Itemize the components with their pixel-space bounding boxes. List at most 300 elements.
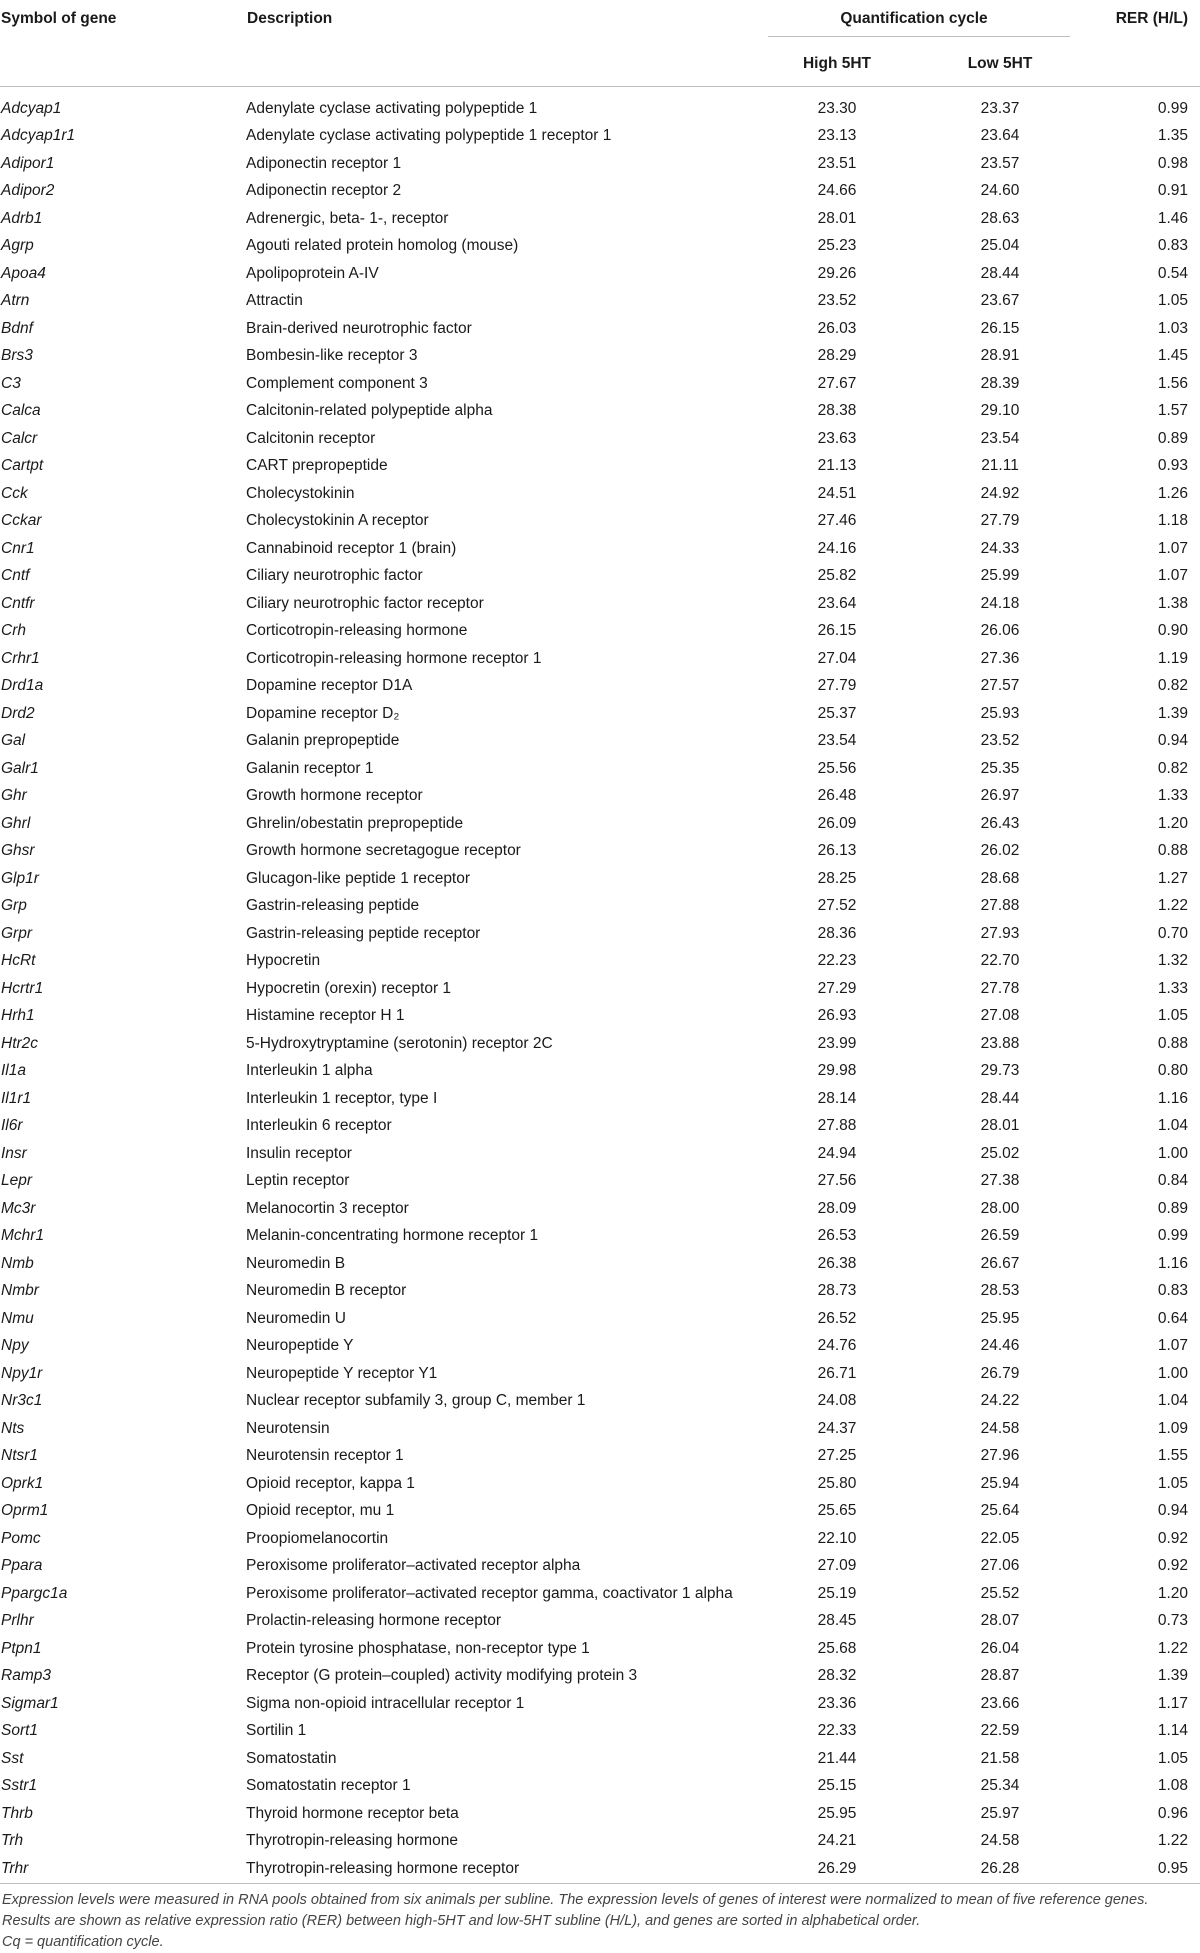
low-5ht-value: 23.88 bbox=[980, 1034, 1020, 1052]
gene-description: Thyrotropin-releasing hormone receptor bbox=[246, 1859, 520, 1877]
low-5ht-value: 24.58 bbox=[980, 1832, 1020, 1850]
rer-value: 0.99 bbox=[1157, 1227, 1189, 1245]
rer-value: 0.95 bbox=[1157, 1859, 1189, 1877]
gene-description: Attractin bbox=[246, 292, 303, 310]
gene-description: Ciliary neurotrophic factor receptor bbox=[246, 594, 484, 612]
low-5ht-value: 25.97 bbox=[980, 1804, 1020, 1822]
gene-description: Galanin receptor 1 bbox=[246, 759, 374, 777]
low-5ht-value: 26.04 bbox=[980, 1639, 1020, 1657]
low-5ht-value: 27.06 bbox=[980, 1557, 1020, 1575]
header-description: Description bbox=[247, 10, 333, 27]
gene-description: Prolactin-releasing hormone receptor bbox=[246, 1612, 502, 1630]
high-5ht-value: 24.51 bbox=[817, 484, 857, 502]
gene-description: Protein tyrosine phosphatase, non-receptor type 1 bbox=[246, 1639, 590, 1657]
low-5ht-value: 25.35 bbox=[980, 759, 1020, 777]
gene-symbol: Oprm1 bbox=[1, 1502, 49, 1520]
gene-description: Neuromedin B bbox=[246, 1254, 346, 1272]
rer-value: 0.82 bbox=[1157, 759, 1189, 777]
high-5ht-value: 25.23 bbox=[817, 237, 857, 255]
high-5ht-value: 25.65 bbox=[817, 1502, 857, 1520]
gene-description: Growth hormone receptor bbox=[246, 787, 423, 805]
rer-value: 0.84 bbox=[1157, 1172, 1189, 1190]
high-5ht-value: 26.53 bbox=[817, 1227, 857, 1245]
gene-description: Insulin receptor bbox=[246, 1144, 352, 1162]
rer-value: 0.94 bbox=[1157, 1502, 1189, 1520]
high-5ht-value: 28.38 bbox=[817, 402, 857, 420]
table-row bbox=[0, 1608, 1200, 1636]
low-5ht-value: 25.64 bbox=[980, 1502, 1020, 1520]
table-row bbox=[0, 1745, 1200, 1773]
rer-value: 1.05 bbox=[1157, 292, 1189, 310]
table-row bbox=[0, 1855, 1200, 1883]
high-5ht-value: 22.23 bbox=[817, 952, 857, 970]
low-5ht-value: 26.15 bbox=[980, 319, 1020, 337]
gene-description: Melanin-concentrating hormone receptor 1 bbox=[246, 1227, 539, 1245]
low-5ht-value: 25.52 bbox=[980, 1584, 1020, 1602]
rer-value: 1.33 bbox=[1157, 979, 1189, 997]
gene-description: Bombesin-like receptor 3 bbox=[246, 347, 418, 365]
table-row bbox=[0, 1195, 1200, 1223]
table-row bbox=[0, 645, 1200, 673]
low-5ht-value: 24.33 bbox=[980, 539, 1020, 557]
rer-value: 0.64 bbox=[1157, 1309, 1189, 1327]
rer-value: 1.56 bbox=[1157, 374, 1189, 392]
gene-symbol: Npy1r bbox=[1, 1364, 43, 1382]
gene-description: Somatostatin bbox=[246, 1749, 337, 1767]
low-5ht-value: 28.44 bbox=[980, 1089, 1020, 1107]
table-footnote: Expression levels were measured in RNA pools obtained from six animals per subline. The expression levels of genes of interest were normalized to mean of five reference genes. Results are shown as relative expression ratio (RER) between high-5HT and low-5HT subline (H/L), and genes are sorted in alphabetical order. Cq = quantification cycle. bbox=[2, 1891, 1149, 1950]
gene-description: Neurotensin bbox=[246, 1419, 330, 1437]
gene-description: Adiponectin receptor 1 bbox=[246, 154, 402, 172]
rer-value: 0.83 bbox=[1157, 237, 1189, 255]
rer-value: 0.73 bbox=[1157, 1612, 1189, 1630]
low-5ht-value: 27.08 bbox=[980, 1007, 1020, 1025]
rer-value: 1.07 bbox=[1157, 539, 1189, 557]
table-row bbox=[0, 1498, 1200, 1526]
rer-value: 0.92 bbox=[1157, 1529, 1189, 1547]
gene-description: Thyrotropin-releasing hormone bbox=[246, 1832, 458, 1850]
table-row bbox=[0, 1333, 1200, 1361]
high-5ht-value: 23.54 bbox=[817, 732, 857, 750]
low-5ht-value: 25.04 bbox=[980, 237, 1020, 255]
gene-description: Apolipoprotein A-IV bbox=[246, 264, 379, 282]
high-5ht-value: 28.36 bbox=[817, 924, 857, 942]
rer-value: 1.14 bbox=[1157, 1722, 1189, 1740]
high-5ht-value: 27.25 bbox=[817, 1447, 857, 1465]
gene-description: Leptin receptor bbox=[246, 1172, 350, 1190]
low-5ht-value: 27.38 bbox=[980, 1172, 1020, 1190]
high-5ht-value: 24.37 bbox=[817, 1419, 857, 1437]
gene-description: CART prepropeptide bbox=[246, 457, 388, 475]
gene-symbol: Thrb bbox=[1, 1804, 33, 1822]
rer-value: 1.05 bbox=[1157, 1749, 1189, 1767]
high-5ht-value: 28.25 bbox=[817, 869, 857, 887]
table-row bbox=[0, 315, 1200, 343]
rer-value: 1.16 bbox=[1157, 1254, 1189, 1272]
gene-symbol: Agrp bbox=[1, 237, 34, 255]
high-5ht-value: 27.79 bbox=[817, 677, 857, 695]
header-high-5ht: High 5HT bbox=[802, 55, 872, 72]
table-row bbox=[0, 1250, 1200, 1278]
low-5ht-value: 22.70 bbox=[980, 952, 1020, 970]
low-5ht-value: 29.73 bbox=[980, 1062, 1020, 1080]
high-5ht-value: 27.46 bbox=[817, 512, 857, 530]
rer-value: 1.39 bbox=[1157, 704, 1189, 722]
rer-value: 1.55 bbox=[1157, 1447, 1189, 1465]
table-row bbox=[0, 838, 1200, 866]
low-5ht-value: 22.05 bbox=[980, 1529, 1020, 1547]
rer-value: 1.45 bbox=[1157, 347, 1189, 365]
rer-value: 0.89 bbox=[1157, 429, 1189, 447]
table-row bbox=[0, 343, 1200, 371]
rer-value: 0.96 bbox=[1157, 1804, 1189, 1822]
gene-symbol: Trhr bbox=[1, 1859, 29, 1877]
gene-symbol: Insr bbox=[1, 1144, 27, 1162]
rer-value: 1.16 bbox=[1157, 1089, 1189, 1107]
high-5ht-value: 27.29 bbox=[817, 979, 857, 997]
low-5ht-value: 26.97 bbox=[980, 787, 1020, 805]
table-row bbox=[0, 810, 1200, 838]
gene-description: Interleukin 6 receptor bbox=[246, 1117, 392, 1135]
table-row bbox=[0, 1718, 1200, 1746]
high-5ht-value: 24.66 bbox=[817, 182, 857, 200]
gene-symbol: Adipor1 bbox=[1, 154, 55, 172]
gene-symbol: Gal bbox=[1, 732, 26, 750]
rer-value: 0.80 bbox=[1157, 1062, 1189, 1080]
high-5ht-value: 28.73 bbox=[817, 1282, 857, 1300]
table-row bbox=[0, 508, 1200, 536]
gene-symbol: Sstr1 bbox=[1, 1777, 38, 1795]
low-5ht-value: 23.64 bbox=[980, 127, 1020, 145]
gene-symbol: Ghr bbox=[1, 787, 27, 805]
high-5ht-value: 23.64 bbox=[817, 594, 857, 612]
high-5ht-value: 26.29 bbox=[817, 1859, 857, 1877]
gene-symbol: Nts bbox=[1, 1419, 25, 1437]
gene-symbol: Npy bbox=[1, 1337, 29, 1355]
rer-value: 0.93 bbox=[1157, 457, 1189, 475]
low-5ht-value: 25.94 bbox=[980, 1474, 1020, 1492]
low-5ht-value: 27.93 bbox=[980, 924, 1020, 942]
table-row bbox=[0, 1223, 1200, 1251]
table-row bbox=[0, 150, 1200, 178]
high-5ht-value: 23.99 bbox=[817, 1034, 857, 1052]
table-row bbox=[0, 1470, 1200, 1498]
gene-description: Calcitonin receptor bbox=[246, 429, 376, 447]
table-row bbox=[0, 948, 1200, 976]
gene-description: Interleukin 1 receptor, type I bbox=[246, 1089, 438, 1107]
low-5ht-value: 28.07 bbox=[980, 1612, 1020, 1630]
high-5ht-value: 24.08 bbox=[817, 1392, 857, 1410]
high-5ht-value: 27.56 bbox=[817, 1172, 857, 1190]
table-row bbox=[0, 1828, 1200, 1856]
gene-symbol: Oprk1 bbox=[1, 1474, 44, 1492]
low-5ht-value: 27.79 bbox=[980, 512, 1020, 530]
table-row bbox=[0, 728, 1200, 756]
high-5ht-value: 28.29 bbox=[817, 347, 857, 365]
gene-symbol: Hcrtr1 bbox=[1, 979, 44, 997]
gene-symbol: Ptpn1 bbox=[1, 1639, 42, 1657]
rer-value: 1.32 bbox=[1157, 952, 1189, 970]
table-row bbox=[0, 370, 1200, 398]
low-5ht-value: 25.93 bbox=[980, 704, 1020, 722]
high-5ht-value: 26.13 bbox=[817, 842, 857, 860]
table-row bbox=[0, 1580, 1200, 1608]
gene-symbol: Nmbr bbox=[1, 1282, 39, 1300]
table-row bbox=[0, 178, 1200, 206]
gene-description: Hypocretin bbox=[246, 952, 321, 970]
high-5ht-value: 23.36 bbox=[817, 1694, 857, 1712]
gene-description: Neuromedin U bbox=[246, 1309, 346, 1327]
table-header bbox=[0, 0, 1200, 87]
gene-symbol: Trh bbox=[1, 1832, 24, 1850]
low-5ht-value: 23.66 bbox=[980, 1694, 1020, 1712]
gene-symbol: Adcyap1 bbox=[1, 99, 62, 117]
low-5ht-value: 26.59 bbox=[980, 1227, 1020, 1245]
header-quantification-cycle-label: Quantification cycle bbox=[840, 10, 988, 27]
gene-description: Adrenergic, beta- 1-, receptor bbox=[246, 209, 449, 227]
gene-symbol: Nr3c1 bbox=[1, 1392, 43, 1410]
table-row bbox=[0, 1525, 1200, 1553]
rer-value: 0.91 bbox=[1157, 182, 1189, 200]
low-5ht-value: 28.44 bbox=[980, 264, 1020, 282]
high-5ht-value: 25.95 bbox=[817, 1804, 857, 1822]
low-5ht-value: 24.92 bbox=[980, 484, 1020, 502]
low-5ht-value: 28.01 bbox=[980, 1117, 1020, 1135]
high-5ht-value: 21.44 bbox=[817, 1749, 857, 1767]
low-5ht-value: 27.88 bbox=[980, 897, 1020, 915]
gene-description: Adenylate cyclase activating polypeptide 1 bbox=[246, 99, 538, 117]
rer-value: 1.57 bbox=[1157, 402, 1189, 420]
gene-symbol: Cntfr bbox=[1, 594, 35, 612]
gene-symbol: Grp bbox=[1, 897, 27, 915]
gene-description: Corticotropin-releasing hormone receptor 1 bbox=[246, 649, 542, 667]
table-row bbox=[0, 700, 1200, 728]
table-row bbox=[0, 1140, 1200, 1168]
table-row bbox=[0, 590, 1200, 618]
table-row bbox=[0, 755, 1200, 783]
rer-value: 1.05 bbox=[1157, 1007, 1189, 1025]
gene-symbol: Pomc bbox=[1, 1529, 41, 1547]
table-row bbox=[0, 425, 1200, 453]
gene-description: Sigma non-opioid intracellular receptor 1 bbox=[246, 1694, 525, 1712]
gene-symbol: Hrh1 bbox=[1, 1007, 35, 1025]
rer-value: 1.19 bbox=[1157, 649, 1189, 667]
gene-symbol: Ghsr bbox=[1, 842, 35, 860]
low-5ht-value: 27.36 bbox=[980, 649, 1020, 667]
low-5ht-value: 28.00 bbox=[980, 1199, 1020, 1217]
low-5ht-value: 26.02 bbox=[980, 842, 1020, 860]
header-low-5ht: Low 5HT bbox=[967, 55, 1033, 72]
table-row bbox=[0, 1305, 1200, 1333]
high-5ht-value: 23.30 bbox=[817, 99, 857, 117]
rer-value: 1.22 bbox=[1157, 1832, 1189, 1850]
gene-description: Brain-derived neurotrophic factor bbox=[246, 319, 472, 337]
rer-value: 1.33 bbox=[1157, 787, 1189, 805]
gene-symbol: Calca bbox=[1, 402, 41, 420]
rer-value: 0.99 bbox=[1157, 99, 1189, 117]
gene-symbol: Sort1 bbox=[1, 1722, 39, 1740]
gene-symbol: Brs3 bbox=[1, 347, 33, 365]
low-5ht-value: 26.06 bbox=[980, 622, 1020, 640]
gene-description: Calcitonin-related polypeptide alpha bbox=[246, 402, 493, 420]
table-row bbox=[0, 1800, 1200, 1828]
low-5ht-value: 23.37 bbox=[980, 99, 1020, 117]
high-5ht-value: 22.33 bbox=[817, 1722, 857, 1740]
gene-description: Receptor (G protein–coupled) activity modifying protein 3 bbox=[246, 1667, 638, 1685]
low-5ht-value: 24.46 bbox=[980, 1337, 1020, 1355]
low-5ht-value: 23.54 bbox=[980, 429, 1020, 447]
rer-value: 1.26 bbox=[1157, 484, 1189, 502]
gene-symbol: Prlhr bbox=[1, 1612, 34, 1630]
high-5ht-value: 24.94 bbox=[817, 1144, 857, 1162]
high-5ht-value: 25.19 bbox=[817, 1584, 857, 1602]
rer-value: 0.98 bbox=[1157, 154, 1189, 172]
low-5ht-value: 28.87 bbox=[980, 1667, 1020, 1685]
high-5ht-value: 25.82 bbox=[817, 567, 857, 585]
table-row bbox=[0, 1388, 1200, 1416]
high-5ht-value: 27.09 bbox=[817, 1557, 857, 1575]
gene-symbol: Nmu bbox=[1, 1309, 34, 1327]
gene-description: Corticotropin-releasing hormone bbox=[246, 622, 468, 640]
high-5ht-value: 26.03 bbox=[817, 319, 857, 337]
low-5ht-value: 23.57 bbox=[980, 154, 1020, 172]
table-row bbox=[0, 87, 1200, 123]
table-row bbox=[0, 1690, 1200, 1718]
header-divider bbox=[768, 36, 1070, 37]
gene-symbol: Ghrl bbox=[1, 814, 31, 832]
gene-symbol: Apoa4 bbox=[1, 264, 46, 282]
low-5ht-value: 28.39 bbox=[980, 374, 1020, 392]
gene-symbol: Cck bbox=[1, 484, 28, 502]
rer-value: 1.05 bbox=[1157, 1474, 1189, 1492]
gene-description: Peroxisome proliferator–activated receptor alpha bbox=[246, 1557, 581, 1575]
high-5ht-value: 28.45 bbox=[817, 1612, 857, 1630]
high-5ht-value: 26.48 bbox=[817, 787, 857, 805]
gene-symbol: Adipor2 bbox=[1, 182, 55, 200]
gene-description: Opioid receptor, mu 1 bbox=[246, 1502, 395, 1520]
table-row bbox=[0, 563, 1200, 591]
gene-description: Neurotensin receptor 1 bbox=[246, 1447, 404, 1465]
high-5ht-value: 25.37 bbox=[817, 704, 857, 722]
header-quantification-cycle bbox=[744, 0, 1070, 42]
table-row bbox=[0, 1635, 1200, 1663]
rer-value: 1.04 bbox=[1157, 1392, 1189, 1410]
table-row bbox=[0, 783, 1200, 811]
gene-symbol: Htr2c bbox=[1, 1034, 39, 1052]
low-5ht-value: 26.67 bbox=[980, 1254, 1020, 1272]
low-5ht-value: 28.68 bbox=[980, 869, 1020, 887]
low-5ht-value: 24.60 bbox=[980, 182, 1020, 200]
table-row bbox=[0, 1663, 1200, 1691]
high-5ht-value: 28.32 bbox=[817, 1667, 857, 1685]
rer-value: 1.39 bbox=[1157, 1667, 1189, 1685]
table-row bbox=[0, 673, 1200, 701]
rer-value: 0.94 bbox=[1157, 732, 1189, 750]
rer-value: 1.38 bbox=[1157, 594, 1189, 612]
gene-symbol: Adcyap1r1 bbox=[1, 127, 76, 145]
gene-description: Gastrin-releasing peptide receptor bbox=[246, 924, 481, 942]
table-row bbox=[0, 535, 1200, 563]
gene-symbol: Mc3r bbox=[1, 1199, 36, 1217]
gene-symbol: Mchr1 bbox=[1, 1227, 45, 1245]
gene-description: Adenylate cyclase activating polypeptide 1 receptor 1 bbox=[246, 127, 612, 145]
gene-symbol: Glp1r bbox=[1, 869, 39, 887]
gene-symbol: Sigmar1 bbox=[1, 1694, 59, 1712]
gene-description: Ciliary neurotrophic factor bbox=[246, 567, 423, 585]
rer-value: 1.17 bbox=[1157, 1694, 1189, 1712]
high-5ht-value: 24.16 bbox=[817, 539, 857, 557]
gene-description: Opioid receptor, kappa 1 bbox=[246, 1474, 415, 1492]
low-5ht-value: 28.53 bbox=[980, 1282, 1020, 1300]
table-row bbox=[0, 480, 1200, 508]
high-5ht-value: 26.15 bbox=[817, 622, 857, 640]
table-row bbox=[0, 260, 1200, 288]
rer-value: 0.90 bbox=[1157, 622, 1189, 640]
gene-description: Hypocretin (orexin) receptor 1 bbox=[246, 979, 452, 997]
gene-description: Dopamine receptor D₂ bbox=[246, 704, 400, 722]
gene-description: Sortilin 1 bbox=[246, 1722, 307, 1740]
table-row bbox=[0, 1278, 1200, 1306]
gene-symbol: Lepr bbox=[1, 1172, 33, 1190]
gene-symbol: Drd2 bbox=[1, 704, 35, 722]
rer-value: 1.20 bbox=[1157, 1584, 1189, 1602]
gene-symbol: Ramp3 bbox=[1, 1667, 51, 1685]
high-5ht-value: 25.56 bbox=[817, 759, 857, 777]
high-5ht-value: 29.98 bbox=[817, 1062, 857, 1080]
low-5ht-value: 23.52 bbox=[980, 732, 1020, 750]
low-5ht-value: 23.67 bbox=[980, 292, 1020, 310]
rer-value: 0.92 bbox=[1157, 1557, 1189, 1575]
gene-description: Gastrin-releasing peptide bbox=[246, 897, 420, 915]
rer-value: 0.54 bbox=[1157, 264, 1189, 282]
low-5ht-value: 28.63 bbox=[980, 209, 1020, 227]
low-5ht-value: 26.43 bbox=[980, 814, 1020, 832]
low-5ht-value: 24.58 bbox=[980, 1419, 1020, 1437]
high-5ht-value: 21.13 bbox=[817, 457, 857, 475]
gene-symbol: Ppargc1a bbox=[1, 1584, 68, 1602]
high-5ht-value: 25.15 bbox=[817, 1777, 857, 1795]
high-5ht-value: 23.63 bbox=[817, 429, 857, 447]
gene-description: Melanocortin 3 receptor bbox=[246, 1199, 409, 1217]
gene-description: Glucagon-like peptide 1 receptor bbox=[246, 869, 471, 887]
gene-description: Nuclear receptor subfamily 3, group C, member 1 bbox=[246, 1392, 586, 1410]
rer-value: 0.88 bbox=[1157, 842, 1189, 860]
rer-value: 1.04 bbox=[1157, 1117, 1189, 1135]
high-5ht-value: 28.01 bbox=[817, 209, 857, 227]
high-5ht-value: 28.14 bbox=[817, 1089, 857, 1107]
low-5ht-value: 21.11 bbox=[981, 457, 1019, 475]
gene-description: Peroxisome proliferator–activated receptor gamma, coactivator 1 alpha bbox=[246, 1584, 733, 1602]
gene-description: Adiponectin receptor 2 bbox=[246, 182, 402, 200]
rer-value: 1.35 bbox=[1157, 127, 1189, 145]
high-5ht-value: 22.10 bbox=[817, 1529, 857, 1547]
gene-symbol: Il1a bbox=[1, 1062, 26, 1080]
gene-symbol: Cnr1 bbox=[1, 539, 35, 557]
gene-symbol: Adrb1 bbox=[1, 209, 43, 227]
high-5ht-value: 24.76 bbox=[817, 1337, 857, 1355]
low-5ht-value: 25.02 bbox=[980, 1144, 1020, 1162]
gene-symbol: Il1r1 bbox=[1, 1089, 32, 1107]
gene-description: Agouti related protein homolog (mouse) bbox=[246, 237, 519, 255]
gene-description: Interleukin 1 alpha bbox=[246, 1062, 373, 1080]
gene-symbol: Bdnf bbox=[1, 319, 33, 337]
gene-description: Histamine receptor H 1 bbox=[246, 1007, 405, 1025]
gene-description: Proopiomelanocortin bbox=[246, 1529, 389, 1547]
header-symbol: Symbol of gene bbox=[1, 10, 117, 27]
gene-symbol: Sst bbox=[1, 1749, 24, 1767]
low-5ht-value: 24.22 bbox=[980, 1392, 1020, 1410]
high-5ht-value: 26.71 bbox=[817, 1364, 857, 1382]
